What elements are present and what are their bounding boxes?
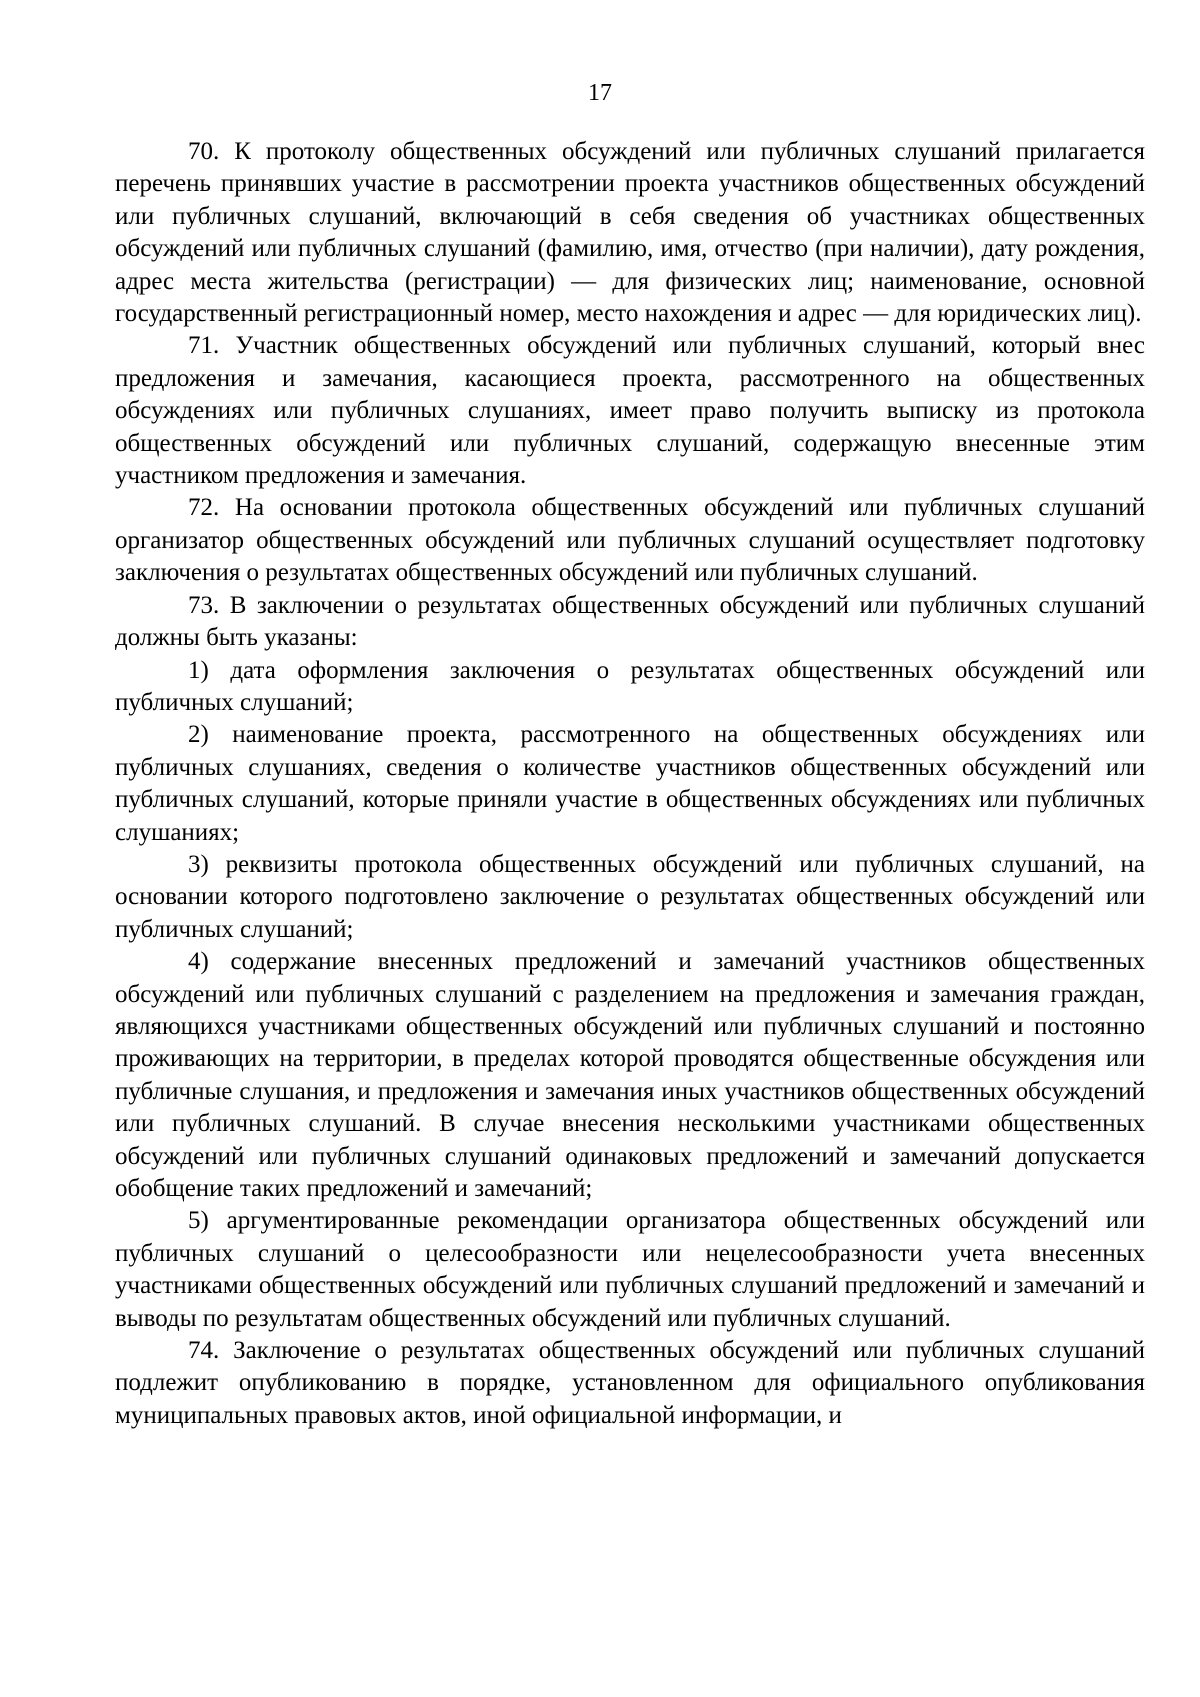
page-number: 17 xyxy=(588,80,612,106)
list-item-4: 4) содержание внесенных предложений и замечаний участников общественных обсуждений или публичных слушаний с разделением на предложения и замечания граждан, являющихся участниками общественных обсуждений или публичных слушаний и постоянно проживающих на территории, в пределах которой проводятся общественные обсуждения или публичные слушания, и предложения и замечания иных участников общественных обсуждений или публичных слушаний. В случае внесения несколькими участниками общественных обсуждений или публичных слушаний одинаковых предложений и замечаний допускается обобщение таких предложений и замечаний; xyxy=(115,948,1145,1202)
list-item-3: 3) реквизиты протокола общественных обсуждений или публичных слушаний, на основании которого подготовлено заключение о результатах общественных обсуждений или публичных слушаний; xyxy=(115,850,1145,943)
paragraph-70: 70. К протоколу общественных обсуждений или публичных слушаний прилагается перечень принявших участие в рассмотрении проекта участников общественных обсуждений или публичных слушаний, включающий в себя сведения об участниках общественных обсуждений или публичных слушаний (фамилию, имя, отчество (при наличии), дату рождения, адрес места жительства (регистрации) — для физических лиц; наименование, основной государственный регистрационный номер, место нахождения и адрес — для юридических лиц). xyxy=(115,138,1145,328)
paragraph-74: 74. Заключение о результатах общественных обсуждений или публичных слушаний подлежит опубликованию в порядке, установленном для официального опубликования муниципальных правовых актов, иной официальной информации, и xyxy=(115,1337,1145,1429)
paragraph-72: 72. На основании протокола общественных обсуждений или публичных слушаний организатор общественных обсуждений или публичных слушаний осуществляет подготовку заключения о результатах общественных обсуждений или публичных слушаний. xyxy=(115,494,1145,587)
list-item-1: 1) дата оформления заключения о результатах общественных обсуждений или публичных слушаний; xyxy=(115,656,1145,716)
list-item-5: 5) аргументированные рекомендации организатора общественных обсуждений или публичных слушаний о целесообразности или нецелесообразности учета внесенных участниками общественных обсуждений или публичных слушаний предложений и замечаний и выводы по результатам общественных обсуждений или публичных слушаний. xyxy=(115,1207,1145,1332)
paragraph-71: 71. Участник общественных обсуждений или публичных слушаний, который внес предложения и замечания, касающиеся проекта, рассмотренного на общественных обсуждениях или публичных слушаниях, имеет право получить выписку из протокола общественных обсуждений или публичных слушаний, содержащую внесенные этим участником предложения и замечания. xyxy=(115,332,1145,490)
paragraph-73: 73. В заключении о результатах общественных обсуждений или публичных слушаний должны быть указаны: xyxy=(115,591,1145,652)
document-body xyxy=(115,136,1145,1432)
list-item-2: 2) наименование проекта, рассмотренного на общественных обсуждениях или публичных слушаниях, сведения о количестве участников общественных обсуждений или публичных слушаний, которые приняли участие в общественных обсуждениях или публичных слушаниях; xyxy=(115,721,1145,846)
